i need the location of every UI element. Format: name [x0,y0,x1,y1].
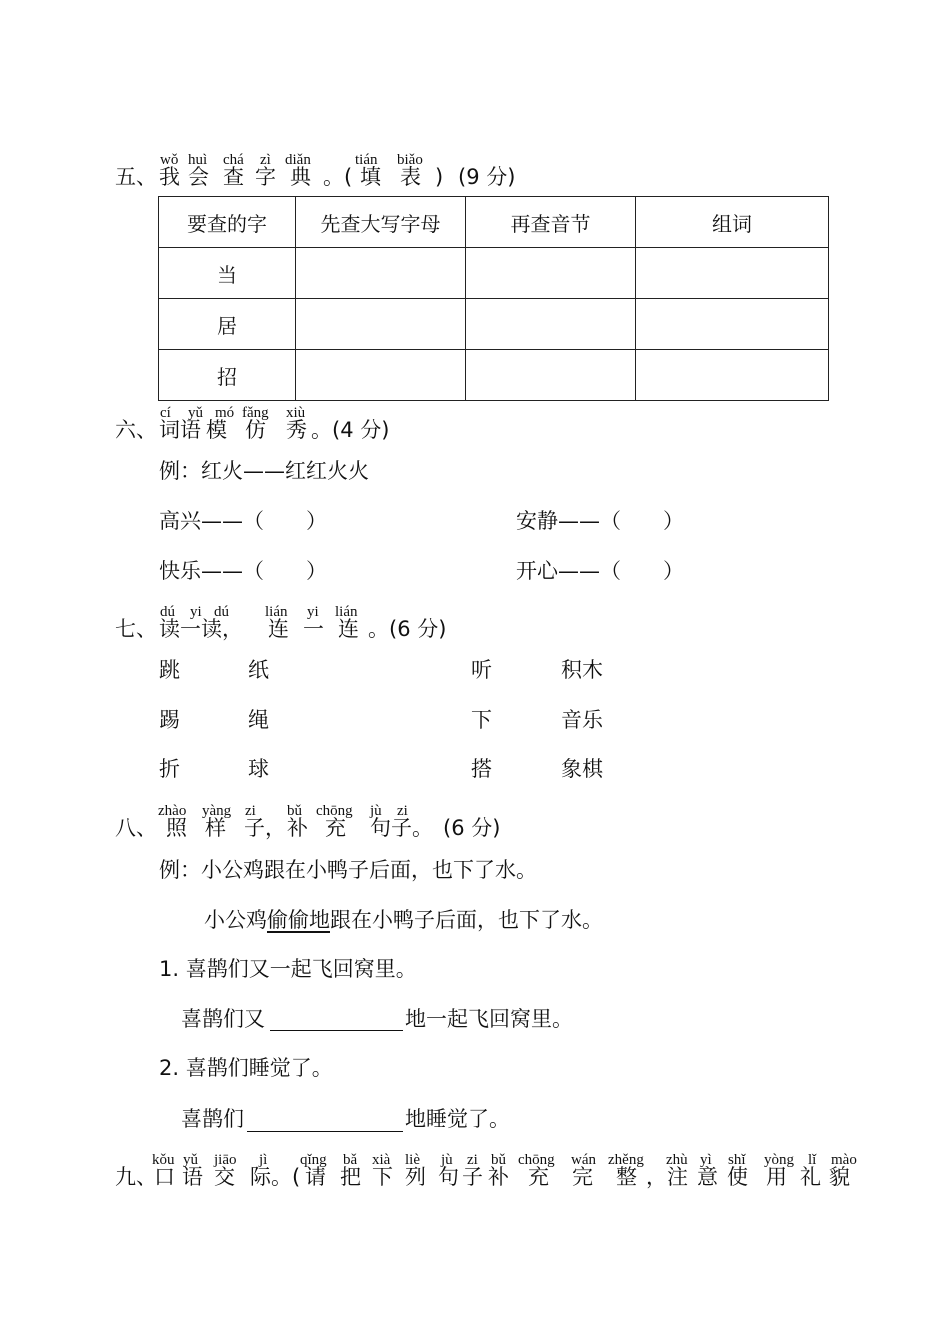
heading-char: 模 [206,418,227,442]
pinyin: bǔ [491,1152,506,1168]
match-word[interactable]: 跳 [159,658,180,682]
heading-char: 会 [188,165,209,189]
answer-cell[interactable] [466,248,636,299]
match-word[interactable]: 搭 [471,757,492,781]
heading-char: 连 [338,617,359,641]
heading-char: 样 [205,816,226,840]
match-word[interactable]: 球 [248,757,269,781]
heading-char: 词语 [159,418,201,442]
example-answer-post: 跟在小鸭子后面，也下了水。 [330,908,603,932]
answer-1-suffix: 地一起飞回窝里。 [405,1007,573,1031]
heading-char: 填 [360,165,381,189]
answer-cell[interactable] [636,248,829,299]
heading-char: 际。( [250,1165,301,1189]
heading-char: 整 [616,1165,637,1189]
pinyin: kǒu [152,1152,175,1168]
pinyin: fǎng [242,405,269,421]
heading-char: 子 [462,1165,483,1189]
match-word[interactable]: 纸 [248,658,269,682]
table-header: 要查的字 [159,197,296,248]
answer-cell[interactable] [466,299,636,350]
heading-char: 交 [214,1165,235,1189]
heading-char: 仿 [245,418,266,442]
pinyin: zhù [666,1152,688,1168]
heading-char: ，注 [646,1165,688,1189]
pinyin: yǔ [188,405,203,421]
answer-1-prefix: 喜鹊们又 [181,1007,265,1031]
heading-char: 句子。 [370,816,433,840]
pinyin: bǎ [343,1152,358,1168]
answer-cell[interactable] [636,299,829,350]
match-word[interactable]: 踢 [159,708,180,732]
match-word[interactable]: 积木 [561,658,603,682]
heading-char: 照 [166,816,187,840]
score-label: (6 分) [443,816,501,840]
pinyin: wán [571,1152,596,1168]
heading-char: ) [435,165,444,189]
section-number: 五、 [115,165,157,189]
pinyin: jiāo [214,1152,237,1168]
match-word[interactable]: 象棋 [561,757,603,781]
answer-cell[interactable] [636,350,829,401]
answer-cell[interactable] [466,350,636,401]
match-word[interactable]: 折 [159,757,180,781]
score-label: (9 分) [458,165,516,189]
fill-item[interactable]: 安静——（ ） [516,509,684,533]
heading-char: 连 [268,617,289,641]
pinyin: tián [355,152,378,168]
pinyin: jù [370,803,382,819]
heading-char: 语 [182,1165,203,1189]
pinyin: zi [245,803,256,819]
heading-char: 貌 [829,1165,850,1189]
pinyin: liè [405,1152,420,1168]
match-word[interactable]: 音乐 [561,708,603,732]
pinyin: zì [260,152,271,168]
heading-char: 用 [766,1165,787,1189]
heading-char: 秀 [286,418,307,442]
heading-char: 请 [305,1165,326,1189]
heading-char: 下 [372,1165,393,1189]
pinyin: jì [259,1152,268,1168]
score-label: 。(4 分) [311,418,390,442]
answer-2-suffix: 地睡觉了。 [405,1107,510,1131]
answer-cell[interactable] [296,299,466,350]
pinyin: mào [831,1152,857,1168]
heading-char: 句 [438,1165,459,1189]
pinyin: yi [307,604,319,620]
table-header: 先查大写字母 [296,197,466,248]
question-2: 2. 喜鹊们睡觉了。 [159,1056,333,1080]
lookup-table [158,196,829,401]
heading-char: 一 [303,617,324,641]
pinyin: chá [223,152,244,168]
heading-char: 表 [400,165,421,189]
heading-char: 我 [159,165,180,189]
table-cell-char: 当 [159,248,296,299]
pinyin: chōng [518,1152,555,1168]
example-answer-pre: 小公鸡 [204,908,267,932]
pinyin: huì [188,152,208,168]
pinyin: mó [215,405,235,421]
heading-char: 典 [290,165,311,189]
heading-char: 意 [697,1165,718,1189]
heading-char: 。( [323,165,353,189]
pinyin: yǔ [183,1152,198,1168]
answer-cell[interactable] [296,248,466,299]
pinyin: shǐ [728,1152,746,1168]
pinyin: bǔ [287,803,302,819]
heading-char: 把 [340,1165,361,1189]
example-answer [204,907,603,933]
heading-char: 口 [154,1165,175,1189]
fill-item[interactable]: 开心——（ ） [516,559,684,583]
pinyin: lián [265,604,288,620]
pinyin: xiù [286,405,306,421]
heading-char: 列 [405,1165,426,1189]
pinyin: jù [441,1152,453,1168]
pinyin: zi [397,803,408,819]
heading-char: 使 [727,1165,748,1189]
table-cell-char: 招 [159,350,296,401]
match-word[interactable]: 绳 [248,708,269,732]
pinyin: lǐ [808,1152,817,1168]
heading-char: 充 [325,816,346,840]
answer-blank-1[interactable] [270,1030,403,1031]
question-1: 1. 喜鹊们又一起飞回窝里。 [159,957,417,981]
fill-item[interactable]: 快乐——（ ） [159,559,327,583]
section-number: 七、 [115,617,157,641]
pinyin: yì [700,1152,712,1168]
heading-char: 子， [244,816,286,840]
answer-cell[interactable] [296,350,466,401]
pinyin: cí [160,405,171,421]
heading-char: 补 [287,816,308,840]
answer-2-prefix: 喜鹊们 [181,1107,244,1131]
fill-item[interactable]: 高兴——（ ） [159,509,327,533]
heading-char: 完 [572,1165,593,1189]
pinyin: zhěng [608,1152,644,1168]
heading-char: 充 [528,1165,549,1189]
example-line: 例：小公鸡跟在小鸭子后面，也下了水。 [159,858,537,882]
pinyin: yòng [764,1152,794,1168]
pinyin: dú [214,604,229,620]
pinyin: biǎo [397,152,423,168]
pinyin: zi [467,1152,478,1168]
table-header: 再查音节 [466,197,636,248]
pinyin: qǐng [300,1152,327,1168]
pinyin: xià [372,1152,391,1168]
section-number: 六、 [115,418,157,442]
pinyin: yàng [202,803,232,819]
pinyin: zhào [158,803,187,819]
pinyin: yi [190,604,202,620]
match-word[interactable]: 下 [471,708,492,732]
section-number: 八、 [115,816,157,840]
example-answer-highlight: 偷偷地 [267,908,330,932]
pinyin: chōng [316,803,353,819]
example-line: 例：红火——红红火火 [159,459,369,483]
heading-char: 字 [255,165,276,189]
heading-char: 查 [223,165,244,189]
table-cell-char: 居 [159,299,296,350]
heading-char: 礼 [800,1165,821,1189]
score-label: 。(6 分) [368,617,447,641]
section-number: 九、 [115,1165,157,1189]
pinyin: dú [160,604,175,620]
pinyin: wǒ [160,152,179,168]
pinyin: lián [335,604,358,620]
heading-char: 读一读， [159,617,243,641]
match-word[interactable]: 听 [471,658,492,682]
answer-blank-2[interactable] [247,1131,403,1132]
table-header: 组词 [636,197,829,248]
heading-char: 补 [488,1165,509,1189]
pinyin: diǎn [285,152,311,168]
